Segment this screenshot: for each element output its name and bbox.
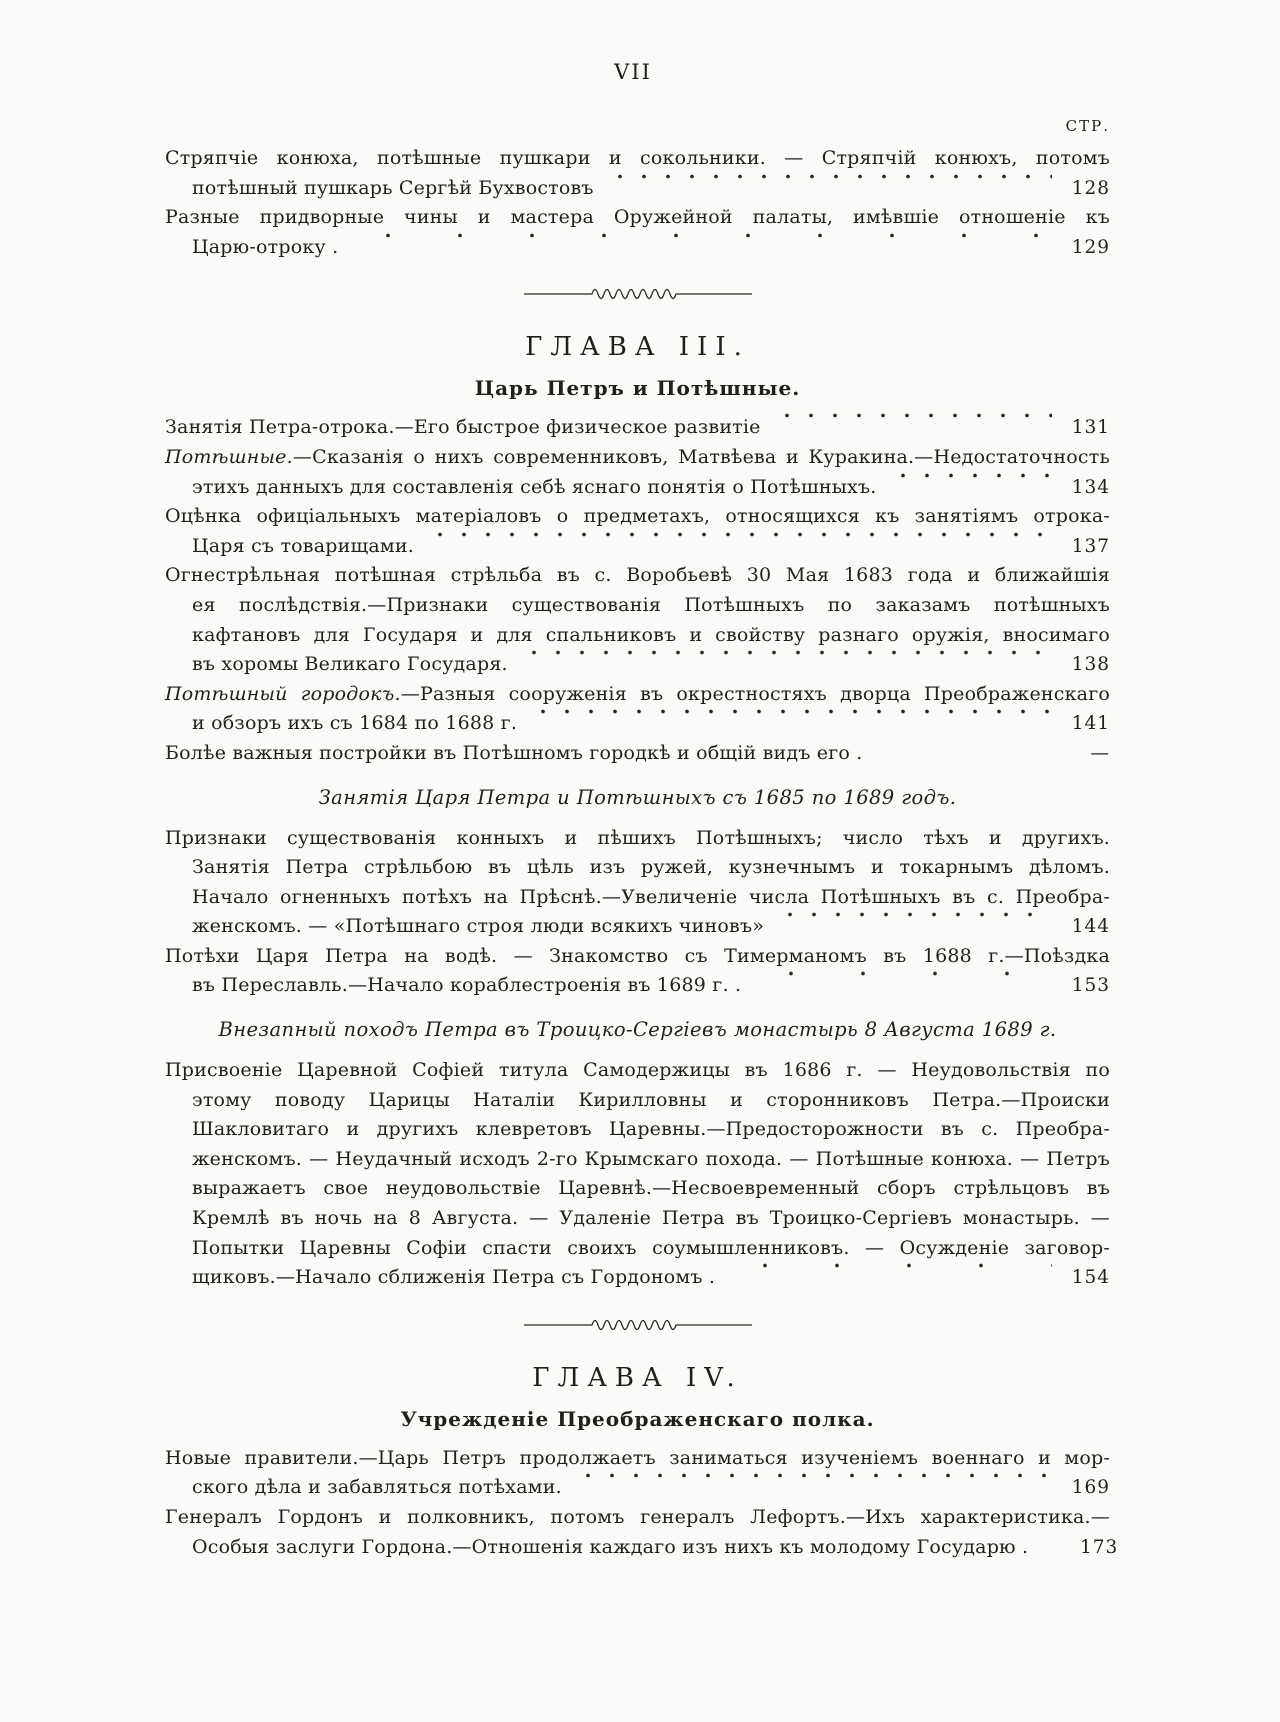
page-number: 144	[1071, 916, 1110, 938]
dot-leader	[729, 1263, 1052, 1293]
toc-line-text: Стряпчіе конюха, потѣшные пушкари и сокольники. — Стряпчій конюхъ, потомъ	[165, 147, 1110, 169]
section-subheading: Внезапный походъ Петра въ Троицко-Сергіевъ монастырь 8 Августа 1689 г.	[218, 1018, 1057, 1042]
toc-entry	[165, 680, 1110, 739]
dot-leader	[755, 971, 1052, 1001]
dot-leader	[531, 709, 1052, 739]
toc-line-text: Занятія Петра-отрока.—Его быстрое физическое развитіе	[165, 416, 761, 439]
toc-line	[165, 502, 1110, 532]
toc-line-text: Царя съ товарищами.	[192, 534, 414, 557]
toc-line	[165, 443, 1110, 473]
divider-ornament	[522, 1317, 754, 1333]
toc-line-text: Попытки Царевны Софіи спасти своихъ соумышленниковъ. — Осужденіе заговор-	[192, 1236, 1110, 1259]
toc-line	[165, 650, 1110, 680]
toc-entry	[165, 942, 1110, 1001]
dot-leader	[608, 174, 1052, 204]
toc-line-text: Начало огненныхъ потѣхъ на Прѣснѣ.—Увеличеніе числа Потѣшныхъ въ с. Преобра-	[192, 885, 1110, 908]
dot-leader	[576, 1473, 1052, 1503]
toc-line	[165, 883, 1110, 913]
dot-leader	[891, 473, 1053, 503]
toc-entry	[165, 144, 1110, 203]
toc-line	[165, 942, 1110, 972]
section-divider	[165, 1317, 1110, 1333]
toc-entry	[165, 203, 1110, 262]
page-number: 169	[1071, 1477, 1110, 1499]
toc-line-text: Потѣхи Царя Петра на водѣ. — Знакомство съ Тимерманомъ въ 1688 г.—Поѣздка	[165, 944, 1110, 967]
toc-line	[165, 532, 1110, 562]
toc-line	[165, 1056, 1110, 1086]
toc-line-text: ского дѣла и забавляться потѣхами.	[192, 1476, 562, 1499]
dot-leader	[778, 912, 1052, 942]
toc-line-text: Кремлѣ въ ночь на 8 Августа. — Удаленіе Петра въ Троицко-Сергіевъ монастырь. —	[192, 1207, 1110, 1230]
toc-line	[165, 144, 1110, 174]
toc-line-text: этому поводу Царицы Наталіи Кирилловны и сторонниковъ Петра.—Происки	[192, 1088, 1110, 1111]
toc	[165, 144, 1119, 1562]
toc-line	[165, 473, 1110, 503]
dot-leader	[428, 532, 1052, 562]
toc-line	[165, 203, 1110, 233]
toc-line-text: Присвоеніе Царевной Софіей титула Самодержицы въ 1686 г. — Неудовольствія по	[165, 1059, 1110, 1082]
toc-entry	[165, 502, 1110, 561]
toc-line-text: Признаки существованія конныхъ и пѣшихъ Потѣшныхъ; число тѣхъ и другихъ.	[165, 826, 1110, 849]
toc-line-text: въ хоромы Великаго Государя.	[192, 653, 508, 676]
toc-line-text: Царю-отроку .	[192, 235, 339, 258]
toc-line-text: Занятія Петра стрѣльбою въ цѣль изъ ружей, кузнечнымъ и токарнымъ дѣломъ.	[192, 856, 1110, 879]
toc-line	[165, 233, 1110, 263]
chapter-heading: ГЛАВА III.	[525, 332, 750, 363]
toc-line-text: ея послѣдствія.—Признаки существованія Потѣшныхъ по заказамъ потѣшныхъ	[192, 593, 1110, 616]
section-subheading: Занятія Царя Петра и Потѣшныхъ съ 1685 по 1689 годъ.	[318, 785, 957, 809]
toc-line	[165, 1234, 1110, 1264]
page-folio: VII	[614, 60, 652, 84]
toc-line-text: Огнестрѣльная потѣшная стрѣльба въ с. Воробьевѣ 30 Мая 1683 года и ближайшія	[165, 564, 1110, 587]
page-number: 128	[1071, 177, 1110, 199]
toc-content	[165, 116, 1119, 1562]
toc-line-text: кафтановъ для Государя и для спальниковъ и свойству разнаго оружія, вносимаго	[192, 623, 1110, 646]
page-number: 153	[1071, 975, 1110, 997]
page-number: 134	[1071, 476, 1110, 498]
toc-line	[165, 1174, 1110, 1204]
toc-entry	[165, 824, 1110, 942]
toc-line	[165, 1503, 1110, 1533]
toc-entry	[165, 413, 1110, 443]
toc-line	[165, 1086, 1110, 1116]
toc-line	[165, 1204, 1110, 1234]
toc-entry	[165, 739, 1110, 769]
page-number: 173	[1079, 1536, 1119, 1558]
dot-leader	[522, 650, 1052, 680]
toc-line	[165, 1533, 1119, 1563]
toc-line	[165, 853, 1110, 883]
page-number: 138	[1071, 654, 1110, 676]
section-divider	[165, 286, 1110, 302]
toc-line-text: этихъ данныхъ для составленія себѣ яснаго понятія о Потѣшныхъ.	[192, 475, 877, 498]
toc-line	[165, 591, 1110, 621]
toc-entry	[165, 1056, 1110, 1293]
page-column-label: СТР.	[1065, 117, 1110, 135]
toc-line-text: Оцѣнка офиціальныхъ матеріаловъ о предметахъ, относящихся къ занятіямъ отрока-	[165, 505, 1110, 528]
toc-line-text: Потѣшный городокъ.—Разныя сооруженія въ окрестностяхъ дворца Преображенскаго	[165, 682, 1110, 705]
toc-line-text: Новые правители.—Царь Петръ продолжаетъ заниматься изученіемъ военнаго и мор-	[165, 1446, 1110, 1469]
toc-line	[165, 561, 1110, 591]
toc-line-text: выражаетъ свое неудовольствіе Царевнѣ.—Несвоевременный сборъ стрѣльцовъ въ	[192, 1177, 1110, 1200]
toc-line	[165, 1444, 1110, 1474]
toc-line-text: въ Переславль.—Начало кораблестроенія въ 1689 г. .	[192, 974, 742, 997]
toc-line-text: щиковъ.—Начало сближенія Петра съ Гордономъ .	[192, 1266, 716, 1289]
toc-line	[165, 413, 1110, 443]
page-number: 141	[1071, 713, 1110, 735]
toc-entry	[165, 561, 1110, 679]
toc-line-text: Генералъ Гордонъ и полковникъ, потомъ генералъ Лефортъ.—Ихъ характеристика.—	[165, 1506, 1110, 1528]
toc-line	[165, 621, 1110, 651]
toc-line-text: Потѣшные.—Сказанія о нихъ современниковъ, Матвѣева и Куракина.—Недостаточность	[165, 445, 1110, 468]
toc-line-text: Особыя заслуги Гордона.—Отношенія каждаго изъ нихъ къ молодому Государю .	[192, 1535, 1029, 1558]
dot-leader	[877, 739, 1053, 769]
toc-line	[165, 1473, 1110, 1503]
toc-line	[165, 912, 1110, 942]
page-number: 131	[1071, 417, 1110, 439]
toc-line-text: Болѣе важныя постройки въ Потѣшномъ городкѣ и общій видъ его .	[165, 741, 863, 764]
toc-line	[165, 680, 1110, 710]
toc-line	[165, 971, 1110, 1001]
toc-entry	[165, 443, 1110, 502]
toc-line	[165, 1115, 1110, 1145]
page-number: 154	[1071, 1267, 1110, 1289]
toc-line	[165, 174, 1110, 204]
toc-entry	[165, 1503, 1119, 1562]
toc-line	[165, 1263, 1110, 1293]
toc-entry	[165, 1444, 1110, 1503]
page-number: —	[1090, 742, 1110, 764]
toc-line	[165, 1145, 1110, 1175]
dot-leader	[352, 233, 1052, 263]
dot-leader	[1042, 1533, 1060, 1563]
dot-leader	[775, 413, 1052, 443]
toc-line-text: женскомъ. — «Потѣшнаго строя люди всякихъ чиновъ»	[192, 915, 765, 938]
divider-ornament	[522, 286, 754, 302]
chapter-heading: ГЛАВА IV.	[532, 1362, 743, 1393]
toc-line-text: и обзоръ ихъ съ 1684 по 1688 г.	[192, 712, 518, 735]
page-number: 129	[1071, 236, 1110, 258]
toc-line	[165, 739, 1110, 769]
toc-line	[165, 824, 1110, 854]
page-number: 137	[1071, 535, 1110, 557]
toc-line-text: Разные придворные чины и мастера Оружейной палаты, имѣвшіе отношеніе къ	[165, 206, 1110, 229]
toc-line-text: потѣшный пушкарь Сергѣй Бухвостовъ	[192, 176, 594, 199]
toc-line-text: Шакловитаго и другихъ клевретовъ Царевны.—Предосторожности въ с. Преобра-	[192, 1118, 1110, 1141]
toc-line	[165, 709, 1110, 739]
chapter-subtitle: Учрежденіе Преображенскаго полка.	[400, 1406, 875, 1431]
toc-line-text: женскомъ. — Неудачный исходъ 2-го Крымскаго похода. — Потѣшные конюха. — Петръ	[192, 1147, 1110, 1170]
chapter-subtitle: Царь Петръ и Потѣшные.	[474, 376, 801, 401]
